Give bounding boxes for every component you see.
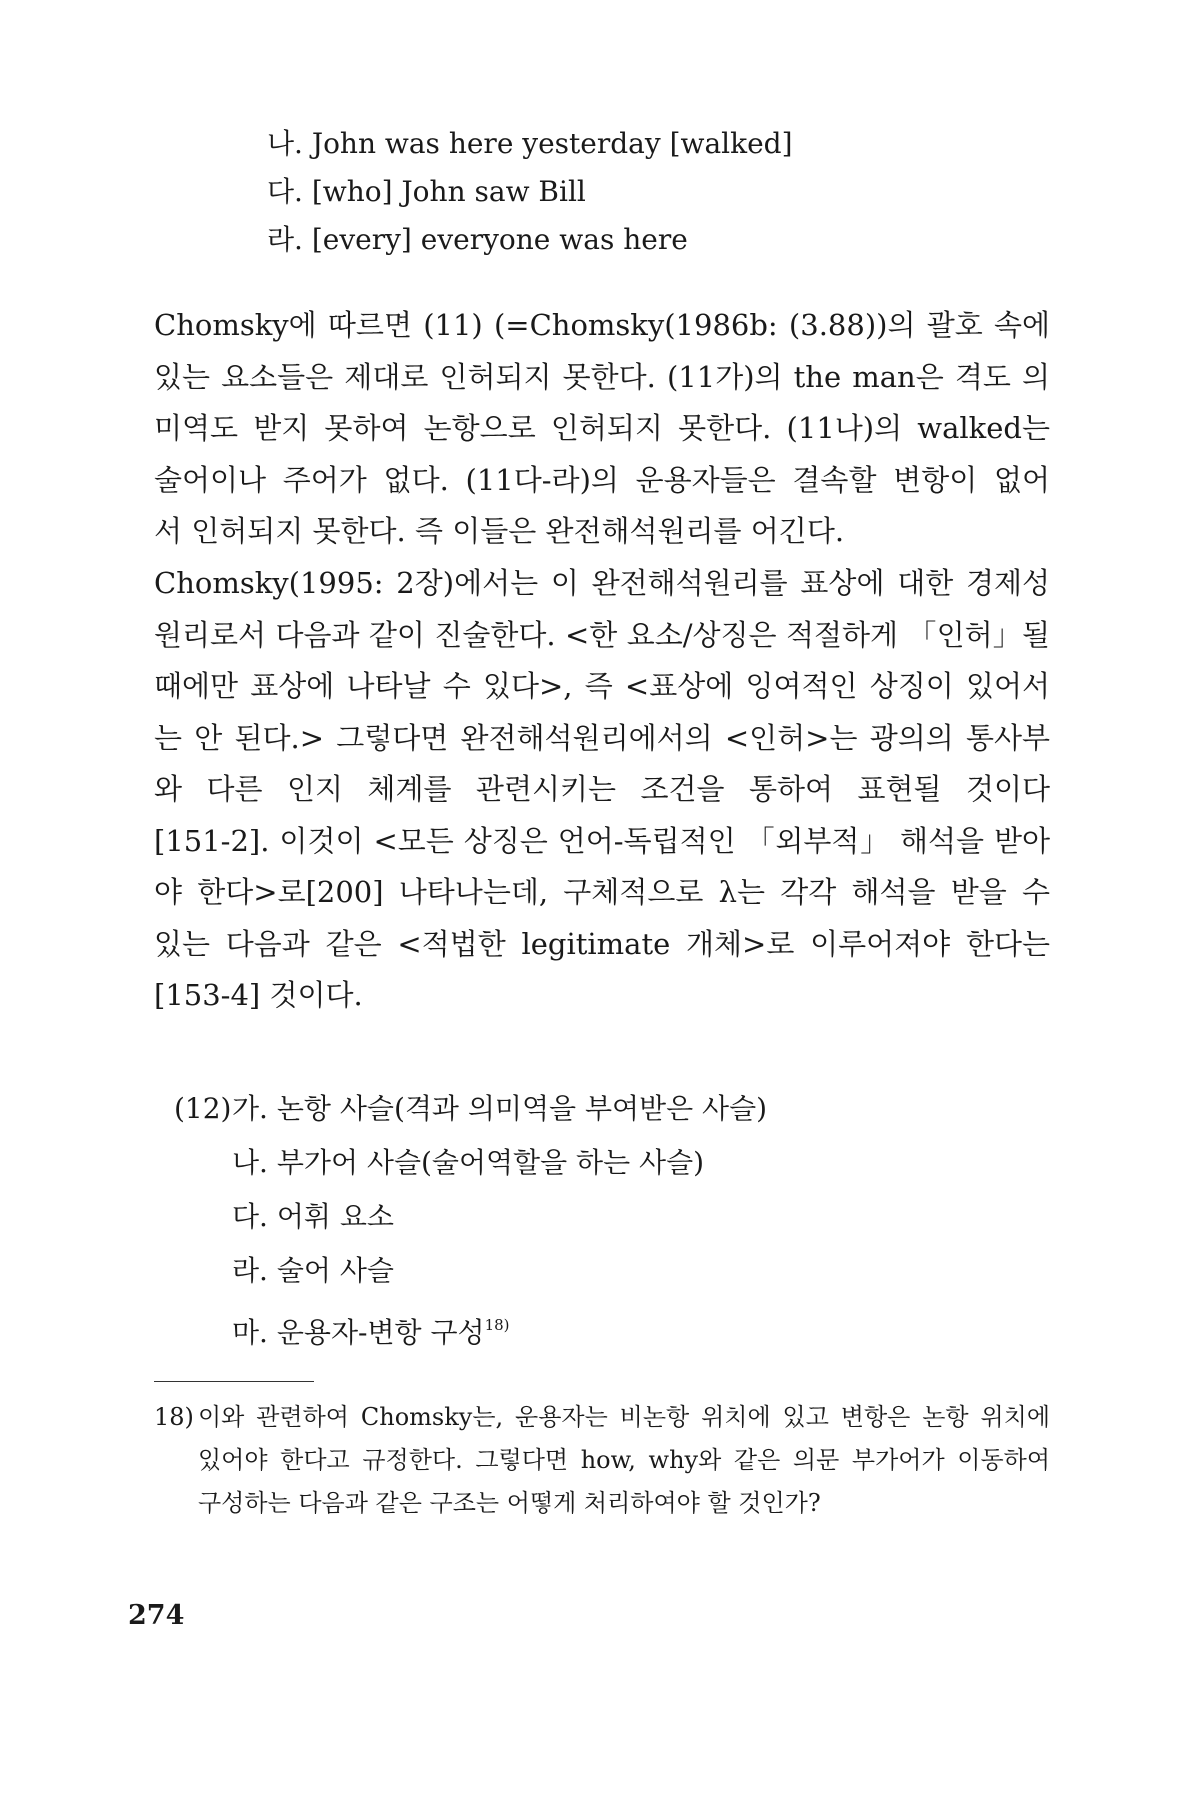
footnote-divider	[154, 1381, 314, 1382]
footnote-18	[154, 1396, 1050, 1525]
footnote-line: 있어야 한다고 규정한다. 그렇다면 how, why와 같은 의문 부가어가 이동하여	[198, 1446, 1050, 1474]
example-number: (12)	[174, 1092, 232, 1125]
paragraph-2-line: 야 한다>로[200] 나타나는데, 구체적으로 λ는 각각 해석을 받을 수	[154, 875, 1050, 909]
footnote-line	[154, 1396, 1050, 1439]
paragraph-2-line: 는 안 된다.> 그렇다면 완전해석원리에서의 <인허>는 광의의 통사부	[154, 720, 1050, 755]
example-12-item	[174, 1244, 767, 1298]
footnote-reference[interactable]: 18)	[484, 1316, 510, 1334]
example-12-item-text: 다. 어휘 요소	[232, 1200, 394, 1233]
paragraph-2-line: 원리로서 다음과 같이 진술한다. <한 요소/상징은 적절하게 「인허」될	[154, 617, 1050, 652]
example-12	[174, 1082, 767, 1352]
example-12-item	[174, 1190, 767, 1244]
footnote-line: 구성하는 다음과 같은 구조는 어떻게 처리하여야 할 것인가?	[198, 1489, 821, 1517]
example-11-da: 다. [who] John saw Bill	[267, 175, 586, 208]
footnote-line-text: 이와 관련하여 Chomsky는, 운용자는 비논항 위치에 있고 변항은 논항 위치에	[198, 1403, 1050, 1431]
page-number: 274	[128, 1600, 185, 1631]
paragraph-2-line: Chomsky(1995: 2장)에서는 이 완전해석원리를 표상에 대한 경제성	[154, 566, 1050, 600]
paragraph-1-line: 술어이나 주어가 없다. (11다-라)의 운용자들은 결속할 변항이 없어	[154, 462, 1050, 497]
paragraph-1-line: 있는 요소들은 제대로 인허되지 못한다. (11가)의 the man은 격도 의	[154, 359, 1050, 394]
paragraph-2-line: 때에만 표상에 나타날 수 있다>, 즉 <표상에 잉여적인 상징이 있어서	[154, 669, 1050, 703]
example-12-item	[174, 1136, 767, 1190]
paragraph-1	[154, 300, 1050, 558]
paragraph-2-line: [151-2]. 이것이 <모든 상징은 언어-독립적인 「외부적」 해석을 받아	[154, 823, 1050, 858]
example-12-item	[174, 1082, 767, 1136]
example-12-item-text: 마. 운용자-변항 구성	[232, 1316, 485, 1349]
example-11-ra: 라. [every] everyone was here	[267, 223, 688, 256]
paragraph-1-line: 서 인허되지 못한다. 즉 이들은 완전해석원리를 어긴다.	[154, 514, 845, 548]
paragraph-2-line: 와 다른 인지 체계를 관련시키는 조건을 통하여 표현될 것이다	[154, 772, 1050, 806]
example-12-item-text: 나. 부가어 사슬(술어역할을 하는 사슬)	[232, 1146, 705, 1179]
paragraph-2-line: 있는 다음과 같은 <적법한 legitimate 개체>로 이루어져야 한다는	[154, 926, 1050, 961]
paragraph-2	[154, 558, 1050, 1022]
paragraph-1-line: Chomsky에 따르면 (11) (=Chomsky(1986b: (3.88))의 괄호 속에	[154, 308, 1050, 342]
example-12-item-text: 라. 술어 사슬	[232, 1254, 394, 1287]
example-11-na: 나. John was here yesterday [walked]	[267, 127, 793, 160]
example-12-item-text: 가. 논항 사슬(격과 의미역을 부여받은 사슬)	[232, 1092, 768, 1125]
paragraph-1-line: 미역도 받지 못하여 논항으로 인허되지 못한다. (11나)의 walked는	[154, 411, 1050, 445]
paragraph-2-line: [153-4] 것이다.	[154, 978, 363, 1012]
example-12-item	[174, 1298, 767, 1352]
footnote-marker: 18)	[154, 1403, 194, 1431]
